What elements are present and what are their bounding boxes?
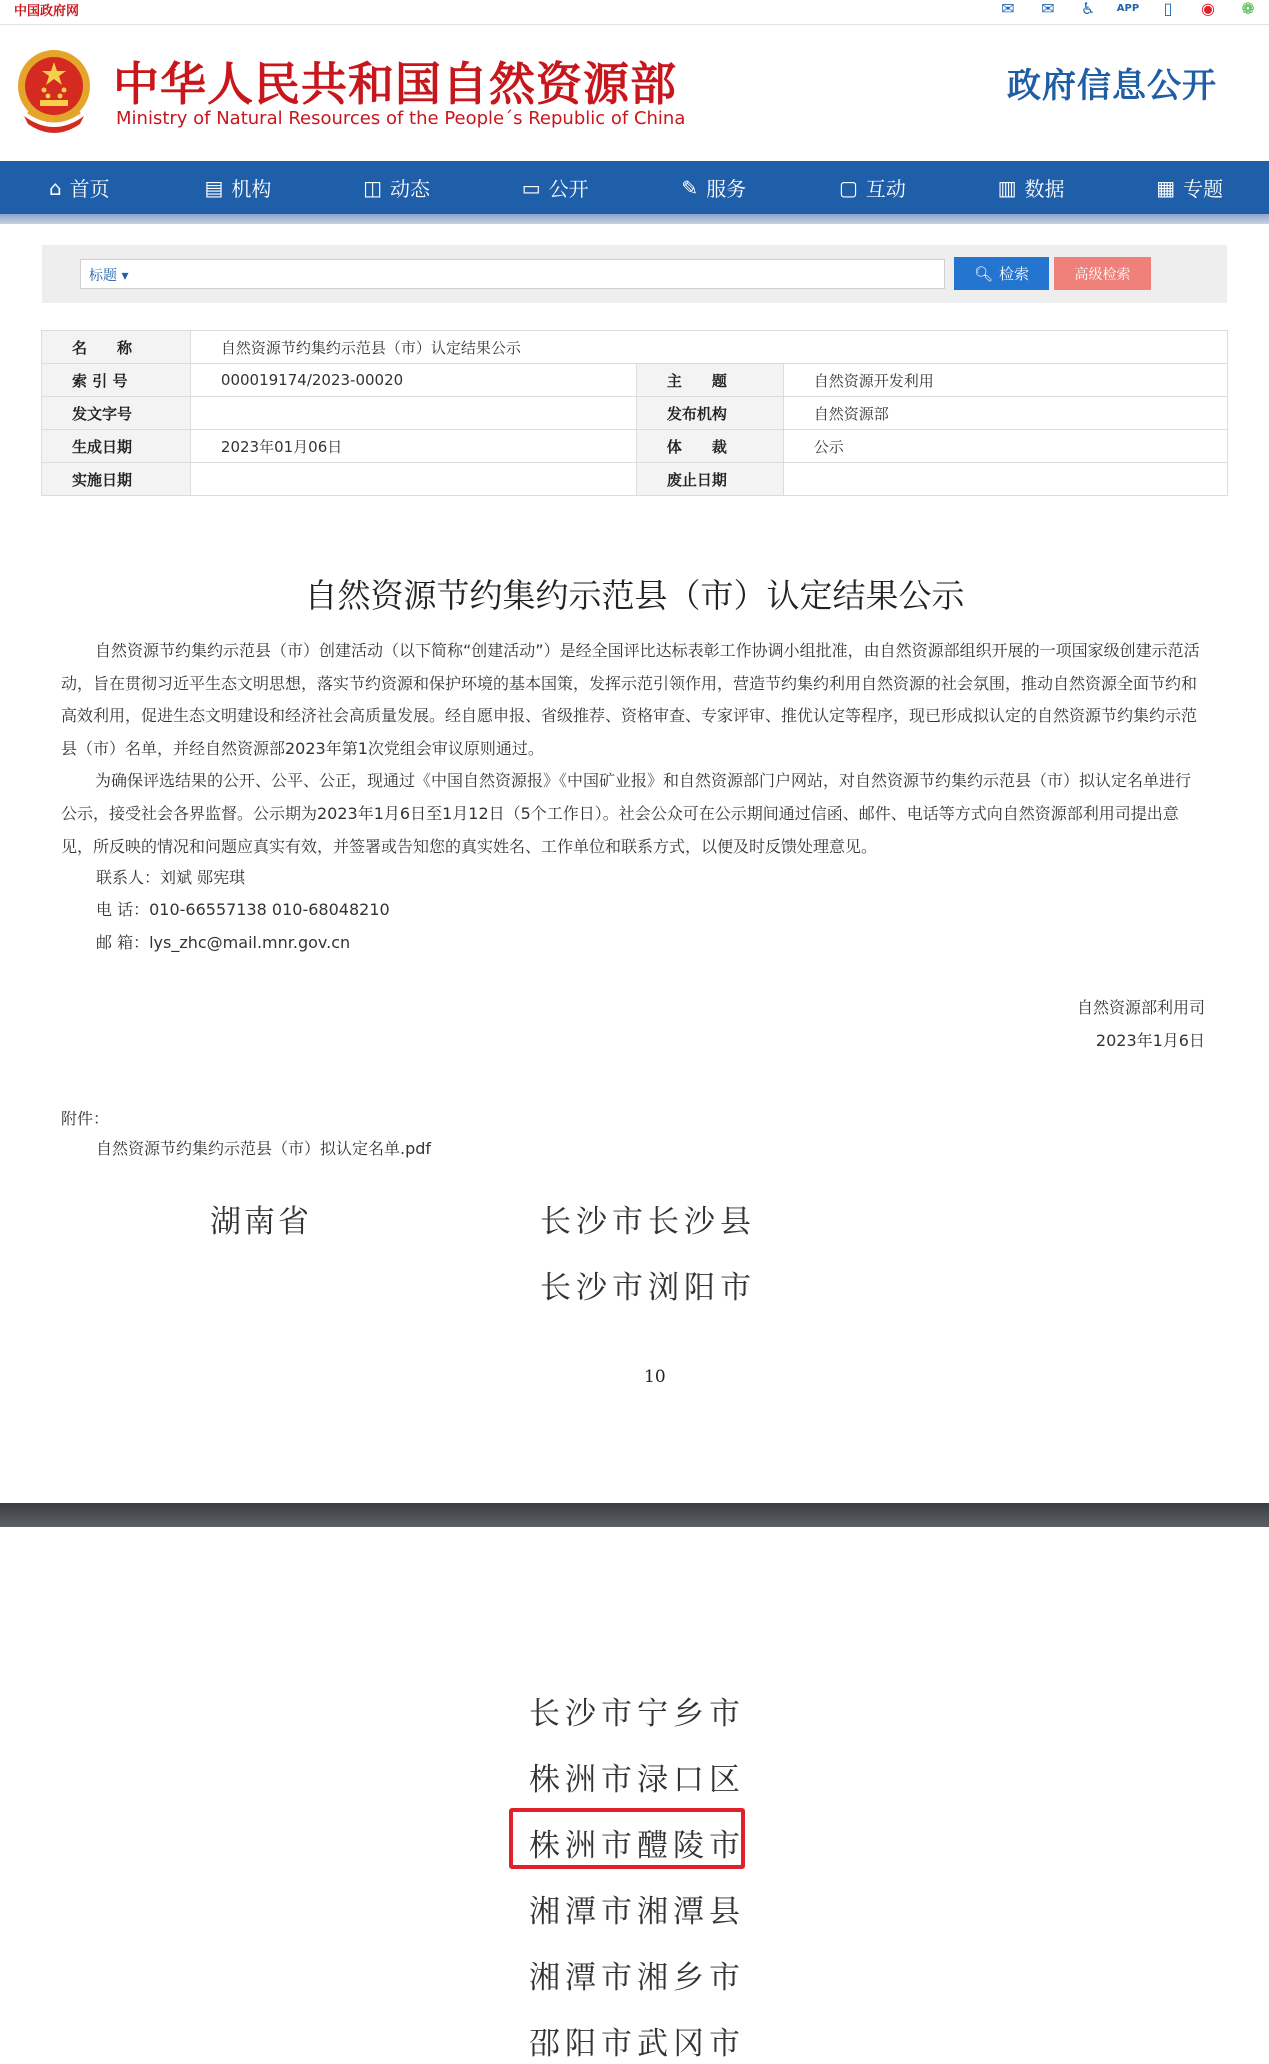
org-icon: ▤ <box>204 175 224 200</box>
doc-no-value <box>190 397 636 430</box>
search-icon: 🔍︎ <box>973 264 994 283</box>
document-info-table <box>41 330 1228 496</box>
advanced-search-button[interactable]: 高级检索 <box>1054 257 1151 290</box>
top-strip <box>0 0 1269 25</box>
nav-org[interactable]: ▤ 机构 <box>204 175 272 201</box>
weibo-icon[interactable]: ◉ <box>1201 0 1215 18</box>
pdf-page-number: 10 <box>644 1367 666 1387</box>
contact-person: 联系人：刘斌 郧宪琪 <box>96 868 246 887</box>
article-paragraph: 为确保评选结果的公开、公平、公正，现通过《中国自然资源报》《中国矿业报》和自然资源部门户网站，对自然资源节约集约示范县（市）拟认定名单进行公示，接受社会各界监督。公示期为2023年1月6日至1月12日（5个工作日）。社会公众可在公示期间通过信函、邮件、电话等方式向自然资源部利用司提出意见，所反映的情况和问题应真实有效，并签署或告知您的真实姓名、工作单位和联系方式，以便及时反馈处理意见。 <box>61 771 1192 856</box>
nav-topics[interactable]: ▦ 专题 <box>1156 175 1224 201</box>
search-bar <box>42 245 1227 303</box>
pdf-city-item: 长沙市宁乡市 <box>529 1696 745 1732</box>
wechat-icon[interactable]: ❁ <box>1241 0 1255 18</box>
nav-divider <box>0 214 1269 224</box>
gov-info-title[interactable]: 政府信息公开 <box>1007 66 1217 106</box>
attachment-label: 附件： <box>61 1109 110 1128</box>
site-header <box>0 26 1269 161</box>
pdf-city-item-highlighted: 株洲市醴陵市 <box>529 1828 745 1864</box>
main-nav <box>0 161 1269 214</box>
issuer-value: 自然资源部 <box>783 397 1227 430</box>
expire-label: 废止日期 <box>636 463 783 496</box>
chat-icon: ▢ <box>838 175 858 200</box>
accessibility-icon[interactable]: ♿ <box>1080 0 1096 18</box>
search-button[interactable]: 🔍︎ 检索 <box>954 257 1049 290</box>
nav-data[interactable]: ▥ 数据 <box>997 175 1065 201</box>
site-title[interactable]: 中华人民共和国自然资源部 <box>113 57 677 111</box>
issuer-label: 发布机构 <box>636 397 783 430</box>
topic-value: 自然资源开发利用 <box>783 364 1227 397</box>
app-icon[interactable]: APP <box>1116 3 1140 14</box>
nav-public[interactable]: ▭ 公开 <box>521 175 589 201</box>
doc-no-label: 发文字号 <box>42 397 191 430</box>
monitor-icon: ▭ <box>521 175 541 200</box>
doc-edit-icon: ✎ <box>681 175 699 200</box>
mail-icon[interactable]: ✉ <box>1001 0 1015 18</box>
article-title: 自然资源节约集约示范县（市）认定结果公示 <box>304 576 965 615</box>
date-value: 2023年01月06日 <box>190 430 636 463</box>
genre-label: 体 裁 <box>636 430 783 463</box>
pdf-city-item: 株洲市渌口区 <box>529 1762 745 1798</box>
pdf-city-item: 湘潭市湘潭县 <box>529 1894 745 1930</box>
nav-service[interactable]: ✎ 服务 <box>681 175 747 201</box>
index-value: 000019174/2023-00020 <box>190 364 636 397</box>
genre-value: 公示 <box>783 430 1227 463</box>
signature-org: 自然资源部利用司 <box>1076 998 1205 1017</box>
mail-sub-icon[interactable]: ✉ <box>1041 0 1055 18</box>
nav-news[interactable]: ◫ 动态 <box>363 175 431 201</box>
expire-value <box>783 463 1227 496</box>
search-box <box>80 259 945 289</box>
index-label: 索 引 号 <box>42 364 191 397</box>
mobile-icon[interactable]: ▯ <box>1163 0 1173 18</box>
search-type-select[interactable]: 标题 ▾ <box>89 268 129 284</box>
attachment-link[interactable]: 自然资源节约集约示范县（市）拟认定名单.pdf <box>96 1139 432 1158</box>
effective-value <box>190 463 636 496</box>
national-emblem-icon <box>14 46 94 136</box>
name-value: 自然资源节约集约示范县（市）认定结果公示 <box>190 331 1227 364</box>
pdf-city-item: 长沙市浏阳市 <box>540 1270 756 1306</box>
date-label: 生成日期 <box>42 430 191 463</box>
search-input[interactable] <box>143 262 933 286</box>
article-body <box>61 635 1201 863</box>
pdf-city-item: 邵阳市武冈市 <box>529 2026 745 2062</box>
name-label: 名 称 <box>42 331 191 364</box>
gov-portal-link[interactable]: 中国政府网 <box>14 4 80 19</box>
contact-phone: 电 话：010-66557138 010-68048210 <box>96 900 390 919</box>
home-icon: ⌂ <box>48 175 62 200</box>
topic-label: 主 题 <box>636 364 783 397</box>
bar-chart-icon: ▥ <box>997 175 1017 200</box>
highlight-box <box>509 1808 745 1869</box>
pdf-city-item: 湘潭市湘乡市 <box>529 1960 745 1996</box>
news-icon: ▦ <box>1156 175 1176 200</box>
site-title-en: Ministry of Natural Resources of the People´s Republic of China <box>116 108 686 129</box>
effective-label: 实施日期 <box>42 463 191 496</box>
contact-email: 邮 箱：lys_zhc@mail.mnr.gov.cn <box>96 933 351 952</box>
pdf-page-separator <box>0 1503 1269 1527</box>
nav-interact[interactable]: ▢ 互动 <box>838 175 906 201</box>
nav-home[interactable]: ⌂ 首页 <box>48 175 110 201</box>
signature-date: 2023年1月6日 <box>1095 1031 1205 1050</box>
book-icon: ◫ <box>363 175 383 200</box>
article-paragraph: 自然资源节约集约示范县（市）创建活动（以下简称“创建活动”）是经全国评比达标表彰工作协调小组批准，由自然资源部组织开展的一项国家级创建示范活动，旨在贯彻习近平生态文明思想，落实节约资源和保护环境的基本国策，发挥示范引领作用，营造节约集约利用自然资源的社会氛围，推动自然资源全面节约和高效利用，促进生态文明建设和经济社会高质量发展。经自愿申报、省级推荐、资格审查、专家评审、推优认定等程序，现已形成拟认定的自然资源节约集约示范县（市）名单，并经自然资源部2023年第1次党组会审议原则通过。 <box>61 641 1200 758</box>
pdf-province: 湖南省 <box>210 1204 312 1240</box>
pdf-city-item: 长沙市长沙县 <box>540 1204 756 1240</box>
top-icons <box>995 0 1261 20</box>
